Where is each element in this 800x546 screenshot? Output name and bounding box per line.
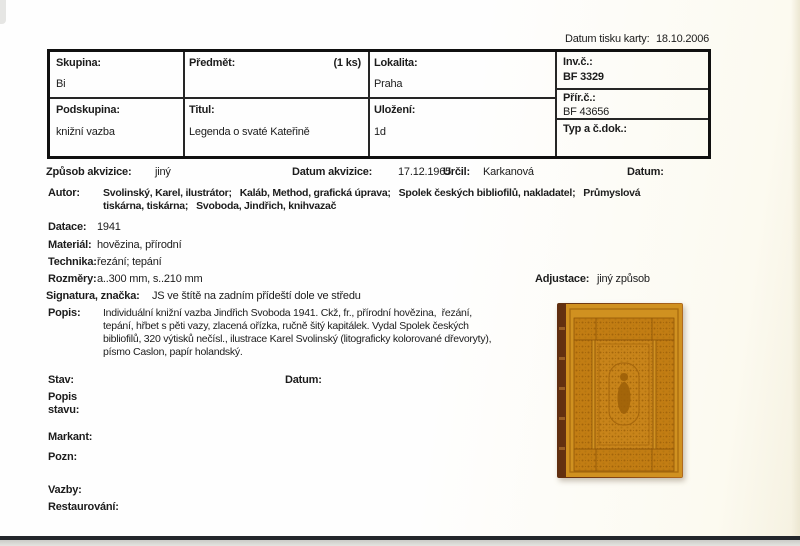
popis-value-line1: Individuální knižní vazba Jindřich Svoboda 1941. Ckž, fr., přírodní hovězina, řezání, [103,307,472,319]
adjustace-label: Adjustace: [535,273,590,285]
inv-label: Inv.č.: [563,56,593,68]
zpusob-akvizice-value: jiný [155,166,171,178]
adjustace-value: jiný způsob [597,273,650,285]
podskupina-value: knižní vazba [56,126,115,138]
inv-value: BF 3329 [563,71,604,83]
print-date-value: 18.10.2006 [656,33,710,45]
popis-value-line2: tepání, hřbet s pěti vazy, zlacená ořízka, ručně šitý kapitálek. Vydal Spolek českých [103,320,469,332]
prir-label: Přír.č.: [563,92,596,104]
technika-value: řezání; tepání [97,256,162,268]
podskupina-label: Podskupina: [56,104,120,116]
zpusob-akvizice-label: Způsob akvizice: [46,166,132,178]
markant-label: Markant: [48,431,93,443]
predmet-count: (1 ks) [333,57,361,69]
table-divider-horizontal-left [50,97,557,99]
material-label: Materiál: [48,239,92,251]
material-value: hovězina, přírodní [97,239,182,251]
table-divider-horizontal-right-1 [555,88,708,90]
prir-value: BF 43656 [563,106,610,118]
popis-stavu-label-line1: Popis [48,391,77,403]
autor-value-line2: tiskárna, tiskárna; Svoboda, Jindřich, knihvazač [103,200,337,212]
table-divider-vertical-1 [183,52,185,156]
signatura-value: JS ve štítě na zadním přídeští dole ve středu [152,290,361,302]
stav-label: Stav: [48,374,74,386]
scan-bottom-area [0,540,800,546]
popis-label: Popis: [48,307,81,319]
rozmery-value: a..300 mm, s..210 mm [97,273,203,285]
scan-right-edge [791,0,800,546]
technika-label: Technika: [48,256,97,268]
urcil-label: Určil: [443,166,470,178]
restaurovani-label: Restaurování: [48,501,119,513]
typdok-label: Typ a č.dok.: [563,123,627,135]
popis-value-line4: písmo Caslon, papír holandský. [103,346,243,358]
titul-value: Legenda o svaté Kateřině [189,126,310,138]
skupina-value: Bi [56,78,66,90]
datace-label: Datace: [48,221,87,233]
scan-corner-artifact [0,0,6,24]
pozn-label: Pozn: [48,451,77,463]
autor-label: Autor: [48,187,80,199]
datace-value: 1941 [97,221,121,233]
datum-akvizice-label: Datum akvizice: [292,166,373,178]
datum-label-2: Datum: [285,374,322,386]
datum-akvizice-value: 17.12.1965 [398,166,452,178]
ulozeni-label: Uložení: [374,104,416,116]
table-divider-vertical-2 [368,52,370,156]
print-date-label: Datum tisku karty: [565,33,650,45]
predmet-cell [189,57,361,69]
signatura-label: Signatura, značka: [46,290,140,302]
lokalita-value: Praha [374,78,403,90]
table-divider-horizontal-right-2 [555,118,708,120]
ulozeni-value: 1d [374,126,386,138]
popis-value-line3: bibliofilů, 320 výtisků nečísl., ilustrace Karel Svolinský (litograficky kolorované dřevoryty), [103,333,492,345]
lokalita-label: Lokalita: [374,57,418,69]
autor-value-line1: Svolinský, Karel, ilustrátor; Kaláb, Method, grafická úprava; Spolek českých bibliofilů, nakladatel; Průmyslová [103,187,641,199]
table-divider-vertical-3 [555,52,557,156]
rozmery-label: Rozměry: [48,273,97,285]
datum-label-1: Datum: [627,166,664,178]
vazby-label: Vazby: [48,484,82,496]
urcil-value: Karkanová [483,166,534,178]
skupina-label: Skupina: [56,57,101,69]
id-table [47,49,711,159]
popis-stavu-label-line2: stavu: [48,404,80,416]
titul-label: Titul: [189,104,215,116]
predmet-label: Předmět: [189,57,236,69]
book-cover-photo [557,303,683,478]
